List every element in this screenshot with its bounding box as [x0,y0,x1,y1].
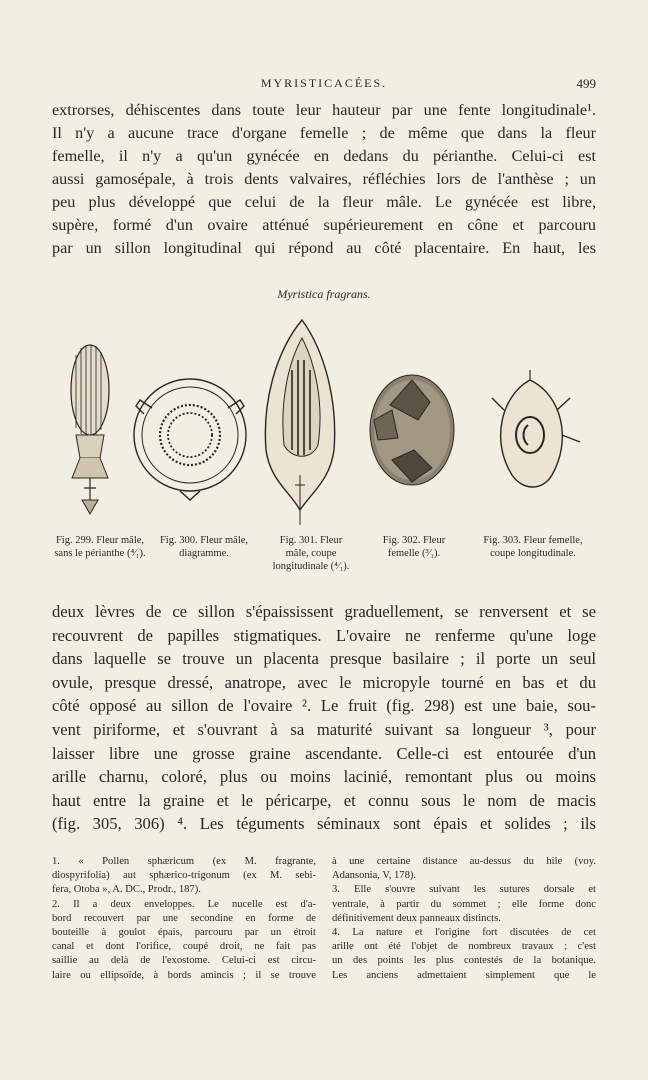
footnote-line: laire ou ellipsoïde, à bords amincis ; il se trouve [52,969,316,981]
caption-fig-300 [150,534,258,560]
text-line: supère, formé d'un ovaire atténué supérieurement en cône et parcouru [52,216,596,234]
text-line: ovule, presque dressé, anatrope, avec le micropyle tourné en bas et du [52,672,596,692]
footnote-line: diospyrifolia) aut sphærico-trigonum (ex M. sebi- [52,870,316,882]
running-head [52,76,596,94]
footnote-line: 1. « Pollen sphæricum (ex M. fragrante, [52,856,316,867]
caption-line: Fig. 301. Fleur [279,535,343,546]
footnote-line: saillie au delà de l'exostome. Celui-ci est circu- [52,955,316,967]
text-line: côté opposé au sillon de l'ovaire ². Le fruit (fig. 298) est une baie, sou- [52,696,596,716]
fig-299-illustration [71,345,109,514]
footnote-line: Les anciens admettaient simplement que le [332,969,596,981]
footnote-line: arille ont été l'objet de nombreux travaux ; c'est [332,941,596,953]
footnote-line: 2. Il a deux enveloppes. Le nucelle est d'a- [52,898,316,910]
paragraph-bottom [52,600,596,836]
caption-line: longitudinale (⁴⁄₁). [272,561,350,572]
caption-line: sans le périanthe (⁴⁄₁). [54,548,146,559]
caption-fig-299 [52,534,148,560]
caption-line: Fig. 300. Fleur mâle, [159,535,249,546]
text-line: recouvrent de papilles stigmatiques. L'ovaire ne renferme qu'une loge [52,625,596,645]
plate-title: Myristica fragrans. [277,287,371,301]
caption-line: mâle, coupe [285,548,337,559]
fig-300-illustration [134,379,246,500]
text-line: extrorses, déhiscentes dans toute leur hauteur par une fente longitudinale¹. [52,101,596,119]
fig-303-illustration [492,370,580,487]
text-line: arille charnu, coloré, plus ou moins lacinié, remontant plus ou moins [52,767,596,787]
footnote-line: un des points les plus contestés de la botanique. [332,955,596,967]
fig-302-illustration [370,375,454,485]
fig-301-illustration [265,320,334,525]
botanical-figures [52,310,596,530]
footnote-line: à une certaine distance au-dessus du hile (voy. [332,856,596,867]
caption-fig-302 [368,534,460,560]
text-line: (fig. 305, 306) ⁴. Les téguments séminaux sont épais et solides ; ils [52,814,596,834]
footnote-line: ventrale, à partir du sommet ; elle forme donc [332,898,596,910]
footnote-line: canal et dont l'orifice, coupé droit, ne fait pas [52,941,316,953]
caption-line: femelle (³⁄₁). [387,548,441,559]
footnote-line: bouteille à goulot épais, parcouru par un étroit [52,926,316,938]
text-line: par un sillon longitudinal qui répond au côté placentaire. En haut, les [52,239,596,257]
text-line: femelle, il n'y a qu'un gynécée en dedans du périanthe. Celui-ci est [52,147,596,165]
footnotes-left-column [52,855,316,983]
caption-line: coupe longitudinale. [490,548,576,559]
caption-line: diagramme. [179,548,229,559]
text-line: aussi gamosépale, à trois dents valvaires, réfléchies lors de l'anthèse ; un [52,170,596,188]
footnote-line: Adansonia, V, 178). [332,870,417,882]
text-line: laisser libre une grosse graine ascendante. Celle-ci est entourée d'un [52,743,596,763]
footnote-line: définitivement deux panneaux distincts. [332,912,501,924]
caption-fig-303 [470,534,596,560]
text-line: peu plus développé que celui de la fleur mâle. Le gynécée est libre, [52,193,596,211]
text-line: haut entre la graine et le péricarpe, et connu sous le nom de macis [52,790,596,810]
text-line: deux lèvres de ce sillon s'épaississent graduellement, se renversent et se [52,602,596,621]
footnote-line: 3. Elle s'ouvre suivant les sutures dorsale et [332,884,596,896]
caption-line: Fig. 299. Fleur mâle, [55,535,145,546]
caption-line: Fig. 303. Fleur femelle, [483,535,583,546]
text-line: vent piriforme, et s'ouvrant à sa maturité suivant sa longueur ³, pour [52,719,596,739]
paragraph-top [52,99,596,260]
footnote-line: 4. La nature et l'origine fort discutées de cet [332,926,596,938]
caption-fig-301 [262,534,360,573]
page-number: 499 [576,76,596,91]
running-title: MYRISTICACÉES. [260,76,388,90]
footnote-line: bord recouvert par une secondine en forme de [52,912,316,924]
text-line: Il n'y a aucune trace d'organe femelle ; de même que dans la fleur [52,124,596,142]
caption-line: Fig. 302. Fleur [382,535,446,546]
footnote-line: fera, Otoba », A. DC., Prodr., 187). [52,884,201,896]
footnotes-right-column [332,855,596,983]
text-line: dans laquelle se trouve un placenta presque basilaire ; il porte un seul [52,649,596,669]
